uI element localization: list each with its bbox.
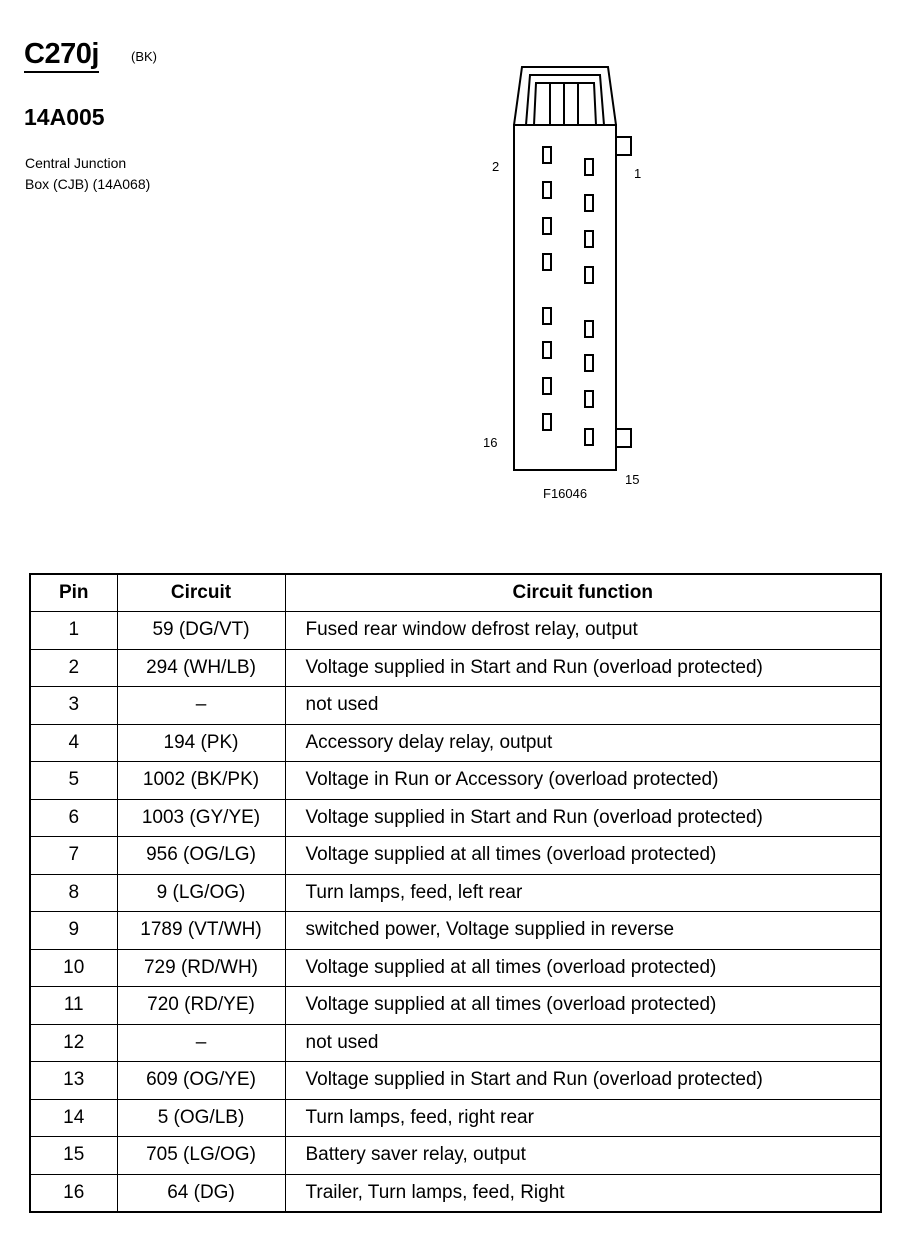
circuit-cell: 9 (LG/OG) [117, 874, 285, 912]
pin-cell: 5 [30, 762, 117, 800]
circuit-cell: 956 (OG/LG) [117, 837, 285, 875]
pin-cell: 11 [30, 987, 117, 1025]
terminal-cavity [585, 355, 593, 371]
terminal-cavity [543, 218, 551, 234]
table-row [30, 1174, 881, 1212]
terminal-cavity [543, 147, 551, 163]
table-row [30, 1137, 881, 1175]
table-header-row [30, 574, 881, 612]
circuit-cell: 5 (OG/LB) [117, 1099, 285, 1137]
function-cell: Turn lamps, feed, right rear [285, 1099, 881, 1137]
function-cell: Accessory delay relay, output [285, 724, 881, 762]
function-cell: Fused rear window defrost relay, output [285, 612, 881, 650]
connector-color: (BK) [131, 49, 157, 64]
table-row [30, 762, 881, 800]
pin-label-2: 2 [492, 159, 500, 174]
function-cell: Turn lamps, feed, left rear [285, 874, 881, 912]
circuit-cell: 294 (WH/LB) [117, 649, 285, 687]
function-cell: Voltage supplied at all times (overload protected) [285, 987, 881, 1025]
pin-cell: 15 [30, 1137, 117, 1175]
pin-cell: 6 [30, 799, 117, 837]
function-cell: Voltage supplied in Start and Run (overload protected) [285, 649, 881, 687]
pinout-table [29, 573, 882, 1213]
terminal-cavity [585, 321, 593, 337]
circuit-cell: 609 (OG/YE) [117, 1062, 285, 1100]
component-description [25, 153, 150, 195]
connector-key-top [616, 137, 631, 155]
function-cell: Voltage supplied at all times (overload protected) [285, 837, 881, 875]
table-row [30, 874, 881, 912]
terminals-left-column [543, 147, 551, 430]
header-pin: Pin [30, 574, 117, 612]
circuit-cell: 1789 (VT/WH) [117, 912, 285, 950]
connector-latch [514, 67, 616, 125]
terminal-cavity [543, 342, 551, 358]
table-row [30, 799, 881, 837]
function-cell: not used [285, 687, 881, 725]
header-circuit: Circuit [117, 574, 285, 612]
figure-id: F16046 [543, 486, 588, 501]
circuit-cell: 64 (DG) [117, 1174, 285, 1212]
terminal-cavity [543, 254, 551, 270]
pin-cell: 8 [30, 874, 117, 912]
terminal-cavity [543, 414, 551, 430]
pin-cell: 10 [30, 949, 117, 987]
pin-label-15: 15 [625, 472, 640, 487]
pin-cell: 12 [30, 1024, 117, 1062]
circuit-cell: 1003 (GY/YE) [117, 799, 285, 837]
function-cell: switched power, Voltage supplied in reverse [285, 912, 881, 950]
terminals-right-column [585, 159, 593, 445]
terminal-cavity [585, 231, 593, 247]
terminal-cavity [585, 267, 593, 283]
circuit-cell: 59 (DG/VT) [117, 612, 285, 650]
connector-body [514, 125, 616, 470]
function-cell: Voltage supplied at all times (overload protected) [285, 949, 881, 987]
function-cell: Voltage supplied in Start and Run (overload protected) [285, 799, 881, 837]
table-row [30, 724, 881, 762]
function-cell: not used [285, 1024, 881, 1062]
pin-label-16: 16 [483, 435, 498, 450]
terminal-cavity [585, 195, 593, 211]
connector-code: C270j [24, 38, 99, 73]
table-row [30, 1099, 881, 1137]
pin-cell: 3 [30, 687, 117, 725]
description-line-1: Central Junction [25, 155, 127, 171]
circuit-cell: – [117, 687, 285, 725]
pin-cell: 14 [30, 1099, 117, 1137]
terminal-cavity [585, 429, 593, 445]
pin-label-1: 1 [634, 166, 642, 181]
function-cell: Trailer, Turn lamps, feed, Right [285, 1174, 881, 1212]
terminal-cavity [585, 159, 593, 175]
pin-cell: 16 [30, 1174, 117, 1212]
pin-cell: 4 [30, 724, 117, 762]
circuit-cell: – [117, 1024, 285, 1062]
pin-cell: 1 [30, 612, 117, 650]
circuit-cell: 729 (RD/WH) [117, 949, 285, 987]
pin-cell: 9 [30, 912, 117, 950]
table-row [30, 987, 881, 1025]
table-row [30, 912, 881, 950]
function-cell: Battery saver relay, output [285, 1137, 881, 1175]
pin-cell: 13 [30, 1062, 117, 1100]
pin-cell: 2 [30, 649, 117, 687]
table-row [30, 837, 881, 875]
table-row [30, 649, 881, 687]
header-circuit-function: Circuit function [285, 574, 881, 612]
circuit-cell: 720 (RD/YE) [117, 987, 285, 1025]
table-row [30, 612, 881, 650]
terminal-cavity [543, 182, 551, 198]
circuit-cell: 194 (PK) [117, 724, 285, 762]
table-row [30, 687, 881, 725]
function-cell: Voltage supplied in Start and Run (overload protected) [285, 1062, 881, 1100]
function-cell: Voltage in Run or Accessory (overload protected) [285, 762, 881, 800]
terminal-cavity [543, 378, 551, 394]
pin-cell: 7 [30, 837, 117, 875]
connector-face-diagram [470, 55, 670, 515]
table-row [30, 1024, 881, 1062]
terminal-cavity [585, 391, 593, 407]
connector-key-bottom [616, 429, 631, 447]
table-row [30, 949, 881, 987]
circuit-cell: 705 (LG/OG) [117, 1137, 285, 1175]
part-number: 14A005 [24, 104, 105, 130]
circuit-cell: 1002 (BK/PK) [117, 762, 285, 800]
terminal-cavity [543, 308, 551, 324]
description-line-2: Box (CJB) (14A068) [25, 176, 151, 192]
table-row [30, 1062, 881, 1100]
